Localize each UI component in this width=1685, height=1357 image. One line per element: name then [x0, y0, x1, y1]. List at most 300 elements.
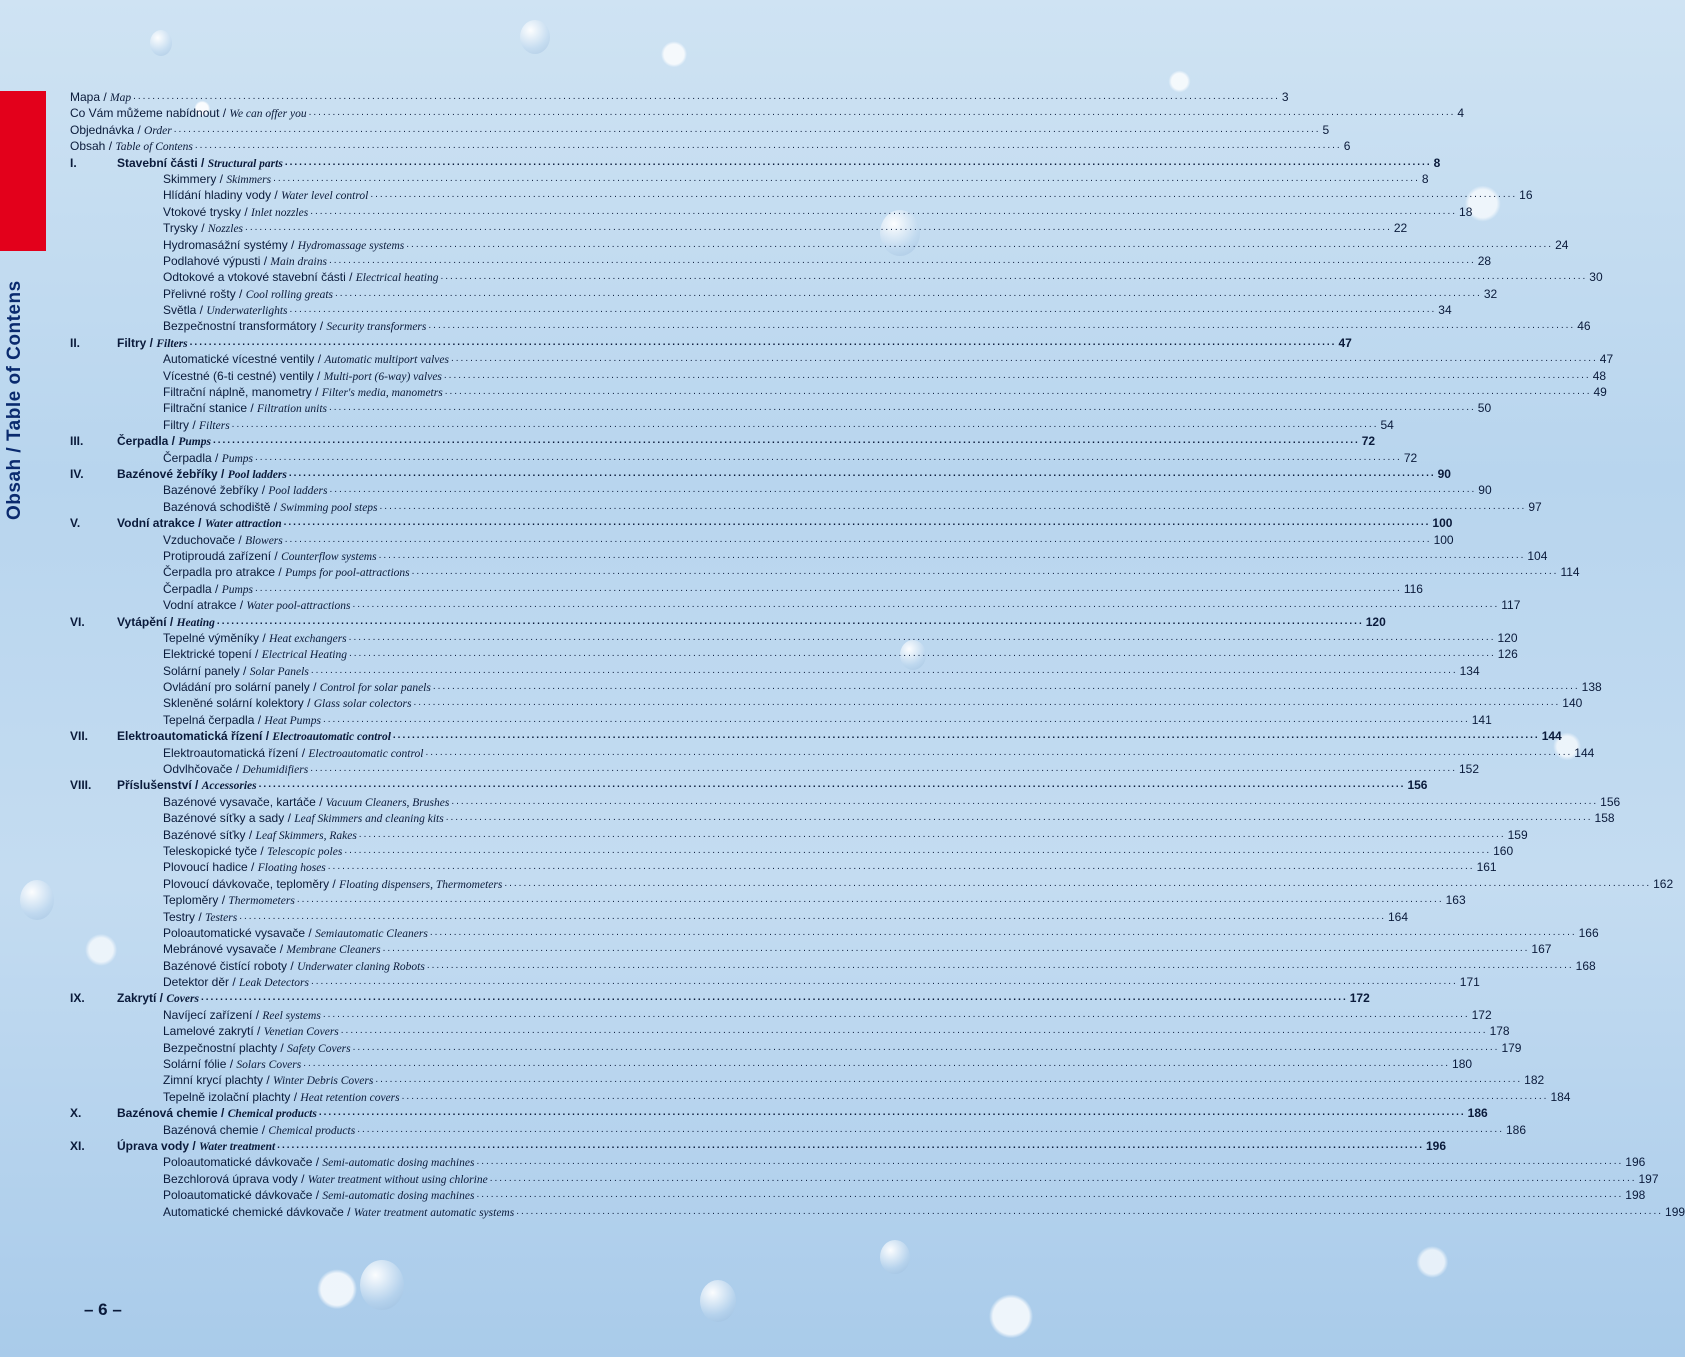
dot-leader [330, 482, 1477, 498]
entry-label-english: Reel systems [262, 1009, 321, 1022]
toc-entry[interactable] [70, 466, 1451, 482]
entry-label-english: Pool ladders [227, 468, 287, 481]
toc-entry[interactable] [70, 941, 1552, 957]
entry-page-number: 172 [1471, 1007, 1492, 1022]
toc-entry[interactable] [70, 1187, 1646, 1203]
toc-entry[interactable] [70, 859, 1497, 875]
dot-leader [310, 761, 1457, 777]
entry-label [163, 1023, 339, 1039]
entry-label [163, 1122, 355, 1138]
entry-label-english: Electrical Heating [261, 649, 347, 662]
dot-leader [323, 712, 1470, 728]
entry-label-czech: Bazénové vysavače, kartáče / [163, 794, 326, 809]
entry-page-number: 5 [1322, 122, 1330, 137]
entry-label [163, 564, 410, 580]
entry-label-english: Underwater claning Robots [297, 960, 425, 973]
toc-entry[interactable] [70, 1072, 1545, 1088]
entry-page-number: 172 [1349, 991, 1370, 1006]
dot-leader [516, 1204, 1663, 1220]
entry-label-english: Chemical products [227, 1108, 317, 1121]
entry-label-czech: Navíjecí zařízení / [163, 1007, 263, 1022]
dot-leader [380, 499, 1527, 515]
entry-label-czech: Čerpadla / [163, 450, 222, 465]
toc-entry[interactable] [70, 990, 1370, 1006]
toc-entry[interactable] [70, 335, 1352, 351]
entry-page-number: 72 [1361, 434, 1376, 449]
dot-leader [445, 384, 1592, 400]
entry-label-czech: Mebránové vysavače / [163, 942, 287, 957]
toc-entry[interactable] [70, 384, 1607, 400]
entry-label [70, 89, 131, 105]
entry-label-czech: Bazénové žebříky / [117, 466, 228, 481]
toc-entry[interactable] [70, 1122, 1527, 1138]
entry-label-czech: Tepelné výměníky / [163, 630, 270, 645]
entry-label-english: Solars Covers [236, 1059, 302, 1072]
toc-entry[interactable] [70, 417, 1394, 433]
entry-label [163, 761, 308, 777]
toc-entry[interactable] [70, 1171, 1659, 1187]
dot-leader [329, 400, 1476, 416]
entry-label-english: Telescopic poles [267, 845, 343, 858]
entry-label [117, 466, 287, 482]
entry-page-number: 3 [1281, 90, 1289, 104]
dot-leader [217, 614, 1364, 630]
toc-entry[interactable] [70, 302, 1452, 318]
entry-label [163, 1089, 400, 1105]
entry-page-number: 178 [1489, 1024, 1510, 1039]
dot-leader [297, 892, 1444, 908]
entry-page-number: 186 [1467, 1106, 1488, 1121]
toc-entry[interactable] [70, 482, 1492, 498]
dot-leader [328, 859, 1475, 875]
dot-leader [349, 646, 1496, 662]
toc-entry[interactable] [70, 777, 1428, 793]
entry-page-number: 168 [1575, 958, 1596, 973]
entry-label [163, 204, 308, 220]
entry-label-czech: Vzduchovače / [163, 532, 246, 547]
entry-label-english: Filtration units [257, 403, 327, 416]
entry-label-czech: Bazénová chemie / [117, 1106, 228, 1121]
entry-page-number: 48 [1592, 368, 1607, 383]
entry-label-czech: Bezchlorová úprava vody / [163, 1171, 308, 1186]
entry-label [163, 925, 428, 941]
entry-label [163, 171, 271, 187]
entry-label [163, 1187, 474, 1203]
entry-label [163, 1007, 321, 1023]
entry-label-english: Safety Covers [287, 1042, 351, 1055]
entry-label-english: Pumps [221, 452, 254, 465]
entry-label-czech: Vodní atrakce / [117, 516, 205, 531]
toc-entry[interactable] [70, 171, 1429, 187]
entry-label-english: Automatic multiport valves [324, 354, 449, 367]
dot-leader [319, 1105, 1466, 1121]
dot-leader [232, 417, 1379, 433]
entry-label-czech: Poloautomatické vysavače / [163, 925, 316, 940]
entry-page-number: 90 [1437, 466, 1451, 481]
red-accent-bar [0, 91, 46, 251]
entry-label-czech: Solární fólie / [163, 1057, 237, 1072]
dot-leader [303, 1056, 1450, 1072]
entry-label-english: Testers [205, 911, 238, 924]
chapter-number: VIII. [70, 778, 92, 793]
entry-page-number: 6 [1343, 139, 1351, 154]
dot-leader [174, 122, 1321, 138]
entry-label [163, 827, 357, 843]
toc-entry[interactable] [70, 1105, 1488, 1121]
entry-page-number: 104 [1527, 548, 1548, 563]
entry-label-english: Filters [199, 419, 230, 432]
entry-page-number: 97 [1528, 499, 1542, 514]
entry-label-english: Floating dispensers, Thermometers [339, 878, 503, 891]
toc-entry[interactable] [70, 548, 1548, 564]
entry-page-number: 196 [1425, 1139, 1446, 1153]
entry-page-number: 28 [1477, 253, 1492, 268]
dot-leader [451, 794, 1598, 810]
entry-label [163, 663, 309, 679]
entry-label [163, 859, 326, 875]
chapter-number: XI. [70, 1139, 85, 1153]
entry-label-czech: Solární panely / [163, 663, 250, 678]
entry-label-czech: Plovoucí hadice / [163, 860, 258, 875]
chapter-number: V. [70, 516, 81, 531]
entry-label-czech: Čerpadla / [117, 434, 179, 449]
toc-entry[interactable] [70, 679, 1602, 695]
entry-label-english: Pumps [178, 436, 211, 449]
entry-page-number: 182 [1524, 1073, 1545, 1088]
entry-page-number: 197 [1638, 1171, 1659, 1186]
entry-page-number: 163 [1445, 893, 1466, 908]
toc-entry[interactable] [70, 630, 1518, 646]
entry-label-english: Leaf Skimmers, Rakes [255, 829, 357, 842]
entry-label [163, 892, 295, 908]
entry-label-english: Order [144, 124, 172, 137]
entry-label [163, 1056, 301, 1072]
entry-page-number: 114 [1560, 565, 1580, 580]
toc-entry[interactable] [70, 187, 1533, 203]
entry-page-number: 47 [1599, 352, 1614, 367]
entry-label-czech: Ovládání pro solární panely / [163, 680, 320, 695]
entry-label [117, 515, 282, 531]
entry-label-czech: Vícestné (6-ti cestné) ventily / [163, 368, 324, 383]
toc-entry[interactable] [70, 794, 1621, 810]
entry-page-number: 138 [1581, 680, 1602, 695]
toc-entry[interactable] [70, 1023, 1510, 1039]
toc-entry[interactable] [70, 155, 1441, 171]
toc-entry[interactable] [70, 253, 1492, 269]
dot-leader [446, 810, 1593, 826]
toc-entry[interactable] [70, 909, 1409, 925]
entry-label-czech: Detektor děr / [163, 975, 240, 990]
dot-leader [255, 581, 1402, 597]
entry-label [163, 1072, 373, 1088]
entry-page-number: 166 [1578, 925, 1599, 940]
water-drop [700, 1280, 736, 1322]
entry-label-english: Skimmers [226, 173, 272, 186]
toc-entry[interactable] [70, 1040, 1522, 1056]
toc-entry[interactable] [70, 597, 1521, 613]
entry-label-english: Multi-port (6-way) valves [323, 370, 442, 383]
dot-leader [311, 974, 1458, 990]
toc-entry[interactable] [70, 974, 1480, 990]
toc-entry[interactable] [70, 499, 1542, 515]
toc-entry[interactable] [70, 269, 1603, 285]
entry-label-english: Chemical products [268, 1124, 356, 1137]
entry-label [163, 646, 347, 662]
entry-label [163, 794, 449, 810]
toc-entry[interactable] [70, 958, 1596, 974]
dot-leader [285, 532, 1432, 548]
entry-label [163, 237, 404, 253]
entry-label-czech: Vodní atrakce / [163, 598, 247, 613]
entry-page-number: 4 [1457, 106, 1465, 121]
entry-label-czech: Objednávka / [70, 122, 145, 137]
entry-label [163, 269, 439, 285]
entry-label-english: Map [110, 92, 132, 104]
toc-entry[interactable] [70, 843, 1514, 859]
entry-label-english: Pumps [221, 583, 254, 596]
entry-page-number: 46 [1577, 319, 1591, 334]
entry-label-czech: Úprava vody / [117, 1139, 200, 1153]
entry-label-czech: Odvlhčovače / [163, 762, 243, 777]
dot-leader [504, 876, 1651, 892]
entry-page-number: 144 [1541, 729, 1562, 744]
entry-label-czech: Bazénové síťky a sady / [163, 811, 295, 826]
entry-page-number: 54 [1380, 417, 1394, 432]
entry-label-english: Heat retention covers [300, 1091, 400, 1104]
entry-label [163, 302, 288, 318]
entry-label-english: Membrane Cleaners [286, 944, 381, 957]
entry-page-number: 158 [1594, 811, 1615, 826]
dot-leader [379, 548, 1526, 564]
toc-entry[interactable] [70, 581, 1423, 597]
toc-entry[interactable] [70, 138, 1351, 154]
entry-label-english: Solar Panels [249, 665, 309, 678]
dot-leader [441, 269, 1588, 285]
chapter-number: I. [70, 155, 77, 170]
entry-page-number: 126 [1497, 647, 1518, 662]
entry-page-number: 134 [1459, 663, 1480, 678]
entry-page-number: 198 [1625, 1188, 1646, 1203]
toc-entry[interactable] [70, 515, 1453, 531]
toc-entry[interactable] [70, 614, 1386, 630]
toc-entry[interactable] [70, 220, 1408, 236]
entry-label-czech: Bazénové žebříky / [163, 483, 269, 498]
entry-label [163, 843, 342, 859]
entry-label-english: Leak Detectors [239, 977, 309, 990]
entry-label [163, 286, 333, 302]
toc-entry[interactable] [70, 892, 1466, 908]
toc-entry[interactable] [70, 433, 1376, 449]
toc-entry[interactable] [70, 745, 1595, 761]
entry-page-number: 34 [1438, 303, 1452, 318]
entry-label [163, 581, 253, 597]
toc-entry[interactable] [70, 1056, 1473, 1072]
dot-leader [344, 843, 1491, 859]
entry-label [117, 1138, 275, 1154]
entry-label-english: Swimming pool steps [280, 501, 378, 514]
dot-leader [476, 1187, 1623, 1203]
toc-entry[interactable] [70, 695, 1583, 711]
toc-entry[interactable] [70, 712, 1492, 728]
toc-entry[interactable] [70, 1089, 1571, 1105]
toc-entry[interactable] [70, 89, 1289, 105]
entry-label-czech: Hydromasážní systémy / [163, 237, 298, 252]
toc-entry[interactable] [70, 564, 1580, 580]
toc-entry[interactable] [70, 105, 1465, 121]
entry-label-english: Water treatment [199, 1141, 276, 1153]
entry-page-number: 8 [1433, 155, 1441, 170]
toc-entry[interactable] [70, 810, 1615, 826]
entry-label-english: Water attraction [204, 518, 282, 531]
chapter-number: IX. [70, 991, 85, 1006]
toc-entry[interactable] [70, 728, 1562, 744]
entry-label-czech: Obsah / [70, 139, 116, 154]
dot-leader [352, 597, 1499, 613]
water-drop [150, 30, 172, 56]
dot-leader [383, 941, 1530, 957]
entry-label [117, 335, 188, 351]
entry-page-number: 171 [1459, 975, 1480, 990]
dot-leader [309, 105, 1456, 121]
toc-entry[interactable] [70, 204, 1473, 220]
entry-label-english: Winter Debris Covers [273, 1075, 374, 1088]
entry-label-czech: Elektroautomatická řízení / [163, 745, 309, 760]
entry-label [163, 532, 283, 548]
toc-entry[interactable] [70, 1007, 1492, 1023]
toc-entry[interactable] [70, 1138, 1446, 1154]
dot-leader [393, 728, 1540, 744]
dot-leader [353, 1040, 1500, 1056]
entry-label-english: Semiautomatic Cleaners [315, 927, 428, 940]
entry-label-english: Control for solar panels [319, 682, 431, 695]
entry-label-english: Heat exchangers [269, 632, 347, 645]
entry-label-english: Main drains [270, 255, 327, 268]
table-of-contents [70, 89, 1685, 1220]
dot-leader [133, 89, 1280, 105]
entry-label-czech: Automatické chemické dávkovače / [163, 1204, 354, 1219]
entry-label-english: Pumps for pool-attractions [285, 567, 410, 580]
entry-label-czech: Elektroautomatická řízení / [117, 729, 273, 744]
entry-page-number: 8 [1421, 171, 1429, 186]
entry-label-english: Blowers [245, 534, 283, 547]
entry-label-english: Heating [176, 616, 215, 629]
entry-label [163, 941, 381, 957]
entry-label-english: Counterflow systems [281, 550, 377, 563]
entry-page-number: 167 [1531, 942, 1552, 957]
dot-leader [406, 237, 1553, 253]
entry-page-number: 152 [1458, 762, 1480, 777]
toc-entry[interactable] [70, 532, 1454, 548]
entry-label-czech: Tepelně izolační plachty / [163, 1089, 301, 1104]
entry-page-number: 24 [1555, 237, 1569, 252]
entry-page-number: 22 [1393, 221, 1408, 236]
entry-page-number: 161 [1476, 860, 1497, 875]
entry-label-english: Filter's media, manometrs [321, 387, 443, 400]
toc-entry[interactable] [70, 351, 1614, 367]
entry-label-czech: Trysky / [163, 221, 208, 236]
entry-page-number: 18 [1459, 204, 1473, 219]
entry-page-number: 156 [1600, 794, 1621, 809]
entry-label-english: Cool rolling greats [245, 288, 334, 301]
entry-label-english: Electroautomatic control [272, 731, 391, 744]
entry-label-czech: Skleněné solární kolektory / [163, 696, 314, 711]
entry-label-english: Water treatment without using chlorine [307, 1173, 488, 1186]
entry-label-czech: Vytápění / [117, 614, 177, 629]
entry-label-czech: Skimmery / [163, 171, 227, 186]
entry-label [163, 368, 442, 384]
entry-label [163, 417, 230, 433]
entry-page-number: 116 [1403, 581, 1423, 596]
dot-leader [245, 220, 1392, 236]
water-drop [360, 1260, 404, 1310]
toc-entry[interactable] [70, 368, 1607, 384]
toc-entry[interactable] [70, 761, 1480, 777]
toc-entry[interactable] [70, 646, 1518, 662]
entry-page-number: 196 [1625, 1155, 1646, 1170]
toc-entry[interactable] [70, 286, 1498, 302]
entry-label-czech: Elektrické topení / [163, 647, 262, 662]
entry-label-czech: Poloautomatické dávkovače / [163, 1188, 323, 1203]
entry-label-english: Water treatment automatic systems [353, 1206, 515, 1219]
entry-label-english: Floating hoses [257, 862, 326, 875]
toc-entry[interactable] [70, 876, 1674, 892]
entry-label [117, 777, 257, 793]
chapter-number: VI. [70, 614, 85, 629]
entry-page-number: 159 [1507, 827, 1528, 842]
entry-label [163, 482, 328, 498]
toc-entry[interactable] [70, 1204, 1685, 1220]
toc-entry[interactable] [70, 318, 1591, 334]
entry-page-number: 186 [1505, 1122, 1527, 1137]
dot-leader [239, 909, 1386, 925]
entry-label [163, 1171, 488, 1187]
entry-label [163, 187, 368, 203]
chapter-number: III. [70, 434, 84, 449]
toc-entry[interactable] [70, 663, 1480, 679]
entry-page-number: 120 [1365, 614, 1386, 629]
entry-label-czech: Lamelové zakrytí / [163, 1024, 264, 1039]
entry-label-czech: Odtokové a vtokové stavební části / [163, 270, 356, 285]
entry-label-czech: Protiproudá zařízení / [163, 548, 282, 563]
toc-entry[interactable] [70, 122, 1330, 138]
water-drop [880, 1240, 910, 1274]
entry-label-english: Glass solar colectors [313, 698, 412, 711]
toc-entry[interactable] [70, 450, 1418, 466]
entry-label [117, 614, 215, 630]
entry-page-number: 16 [1519, 188, 1533, 203]
entry-page-number: 72 [1403, 450, 1418, 465]
entry-label-czech: Čerpadla pro atrakce / [163, 565, 286, 580]
dot-leader [290, 302, 1437, 318]
water-drop [520, 20, 550, 54]
dot-leader [259, 777, 1406, 793]
dot-leader [430, 925, 1577, 941]
dot-leader [329, 253, 1476, 269]
entry-page-number: 156 [1407, 778, 1428, 793]
toc-entry[interactable] [70, 827, 1528, 843]
toc-entry[interactable] [70, 400, 1492, 416]
toc-entry[interactable] [70, 1154, 1646, 1170]
dot-leader [444, 368, 1591, 384]
entry-label-english: Hydromassage systems [297, 239, 405, 252]
entry-label [163, 597, 350, 613]
dot-leader [359, 827, 1506, 843]
toc-entry[interactable] [70, 237, 1569, 253]
entry-label-czech: Mapa / [70, 90, 111, 104]
toc-entry[interactable] [70, 925, 1599, 941]
dot-leader [451, 351, 1598, 367]
entry-label [70, 138, 193, 154]
